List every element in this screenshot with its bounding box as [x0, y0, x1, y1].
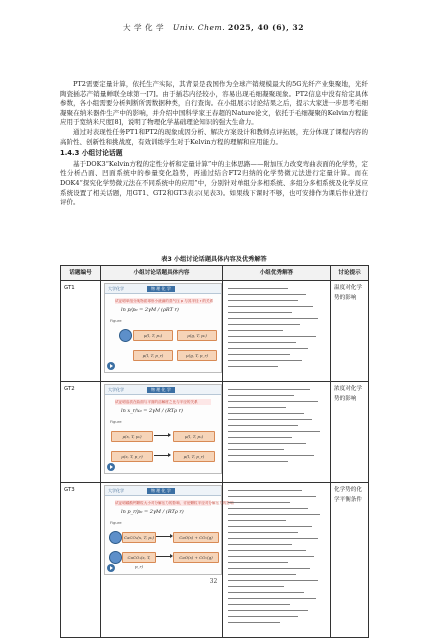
topic-id: GT2 — [61, 382, 101, 483]
answer-cell — [223, 483, 331, 638]
table-header-content: 小组讨论话题具体内容 — [101, 266, 223, 281]
state-box: CaCO₃(s, T, p₀) — [122, 532, 156, 543]
arrow-right-icon — [156, 556, 172, 557]
state-box: μ(l, T, p₀) — [173, 431, 215, 442]
table-row — [61, 382, 369, 483]
slide-logo: 大学化学 — [108, 286, 124, 291]
table-header-hint: 讨论提示 — [331, 266, 369, 281]
arrow-right-icon — [156, 536, 172, 537]
slide-formula: ln x_r/x₀ = 2γM / (RTρ r) — [121, 408, 183, 414]
state-box: μ(l, T, p_r) — [133, 350, 173, 361]
slide-question: 试证明溶质在曲面与平面的溶解度之比与半径的关系 — [115, 399, 211, 405]
slide-formula: ln p_r/p₀ = 2γM / (RTρ r) — [121, 509, 184, 515]
table-header-answer: 小组优秀解答 — [223, 266, 331, 281]
topic-content-cell — [101, 483, 234, 638]
droplet-icon — [119, 329, 132, 342]
slide-figure-label: Figure — [110, 318, 122, 323]
slide-question: 试证明碳酸钙颗粒大小对分解压力的影响，讨论颗粒半径对分解压力的影响 — [115, 501, 234, 505]
topic-content-cell — [101, 382, 223, 483]
slide-tab: 物 理 化 学 — [147, 488, 175, 494]
paragraph-pt2: PT2需要定量计算，依托生产实际，其背景是我国作为全球产销规模最大的5G光纤产业集聚地，光纤陶瓷插芯产销量蝉联全球第一[7]。由于插芯内径较小，容易出现毛细凝聚现象。PT2信息中没有给定具体参数，各小组需要分析判断所需数据种类，自行查询。在小组展示讨论结果之后，提示大家进一步思考毛细凝聚在纳米器件生产中的影响，并介绍中国科学家王春超的Nature论文，依托于毛细凝聚的Kelvin方程能应用于宽纳米尺度[8]，说明了物理化学基础理论知识的强大生命力。 — [60, 80, 368, 127]
table-header-row — [61, 266, 369, 281]
journal-name-en: Univ. Chem. — [172, 23, 226, 32]
particle-icon — [109, 531, 122, 544]
slide-tab: 物 理 化 学 — [147, 387, 175, 393]
hint-text: 化学势的化学平衡条件 — [331, 483, 369, 638]
topic-id: GT1 — [61, 281, 101, 382]
journal-header — [0, 22, 427, 33]
paragraph-summary: 通过对表现性任务PT1和PT2的现象成因分析、解决方案设计和教师点评拓展，充分体现了课程内容的高阶性、创新性和挑战度，有效训练学生对于Kelvin方程的理解和应用能力。 — [60, 127, 368, 146]
table-row — [61, 483, 369, 638]
slide-figure-label: Figure — [110, 520, 122, 525]
play-icon[interactable] — [107, 564, 115, 572]
handwritten-derivation — [226, 384, 330, 472]
slide-question: 试证明单组分纯物质球形小液滴的蒸气压 p 与其半径 r 的关系 — [115, 299, 214, 303]
section-heading: 1.4.3 小组讨论话题 — [60, 149, 123, 158]
hint-text: 温度对化学势的影响 — [331, 281, 369, 382]
state-box: CaO(s) + CO₂(g) — [173, 532, 219, 543]
state-box: CaCO₃(s, T, p_r) — [122, 552, 156, 563]
particle-icon — [109, 551, 122, 564]
handwritten-derivation — [226, 283, 330, 371]
state-box: μ(g, T, p₀) — [177, 330, 217, 341]
state-box: CaO(s) + CO₂(g) — [173, 552, 219, 563]
topic-id: GT3 — [61, 483, 101, 638]
state-box: μ(s, T, p₀) — [111, 431, 153, 442]
paragraph-topics: 基于DOK3“Kelvin方程的定性分析和定量计算”中的主体思路——附加压力改变弯曲表面的化学势，定性分析凸面、凹面系统中的参量变化趋势，再通过结合FT2归纳的化学势微元法进行定量计算。而在DOK4“探究化学势微元法在不同系统中的应用”中，分别针对单组分多相系统、多组分多相系统及化学反应系统设置了相关话题，用GT1、GT2和GT3表示(见表3)。如果线下课时不够，也可安排作为课后作业进行评价。 — [60, 159, 368, 207]
slide-screenshot — [104, 283, 222, 373]
table-header-id: 话题编号 — [61, 266, 101, 281]
slide-screenshot — [104, 485, 234, 575]
slide-logo: 大学化学 — [108, 488, 124, 493]
state-box: μ(l, T, p₀) — [133, 330, 173, 341]
play-icon[interactable] — [107, 463, 115, 471]
slide-formula: ln p/p₀ = 2γM / (ρRT r) — [121, 307, 179, 313]
arrow-right-icon — [154, 435, 170, 436]
state-box: μ(s, T, p_r) — [111, 451, 153, 462]
hint-text: 浓度对化学势的影响 — [331, 382, 369, 483]
slide-logo: 大学化学 — [108, 387, 124, 392]
handwritten-derivation — [226, 485, 330, 627]
state-box: μ(g, T, p_r) — [177, 350, 217, 361]
article-body — [60, 80, 368, 208]
journal-citation: 2025, 40 (6), 32 — [228, 23, 304, 32]
topic-content-cell — [101, 281, 223, 382]
play-icon[interactable] — [107, 362, 115, 370]
state-box: μ(l, T, p_r) — [173, 451, 215, 462]
journal-name-cn: 大 学 化 学 — [122, 23, 165, 32]
table-caption: 表3 小组讨论话题具体内容及优秀解答 — [161, 256, 267, 263]
page-number: 32 — [209, 578, 218, 585]
answer-cell — [223, 382, 331, 483]
arrow-right-icon — [154, 455, 170, 456]
slide-tab: 物 理 化 学 — [147, 286, 175, 292]
slide-screenshot — [104, 384, 222, 474]
answer-cell — [223, 281, 331, 382]
slide-figure-label: Figure — [110, 419, 122, 424]
table-row — [61, 281, 369, 382]
